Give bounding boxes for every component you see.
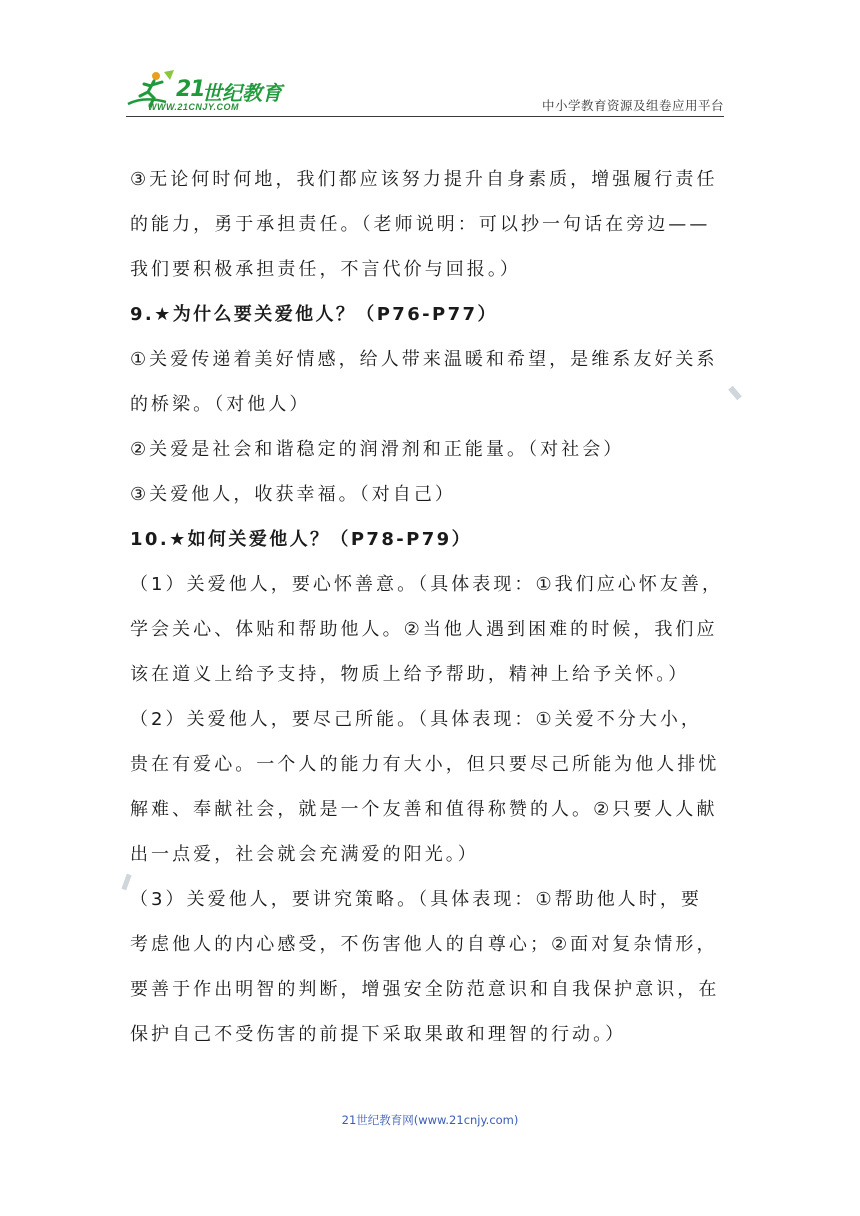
platform-title: 中小学教育资源及组卷应用平台 <box>541 98 724 113</box>
logo-url: WWW.21CNJY.COM <box>148 102 240 112</box>
logo <box>126 66 326 116</box>
text-line: 考虑他人的内心感受，不伤害他人的自尊心；②面对复杂情形， <box>130 934 718 955</box>
section-heading: 9.★为什么要关爱他人？（P76-P77） <box>130 304 498 325</box>
page-header <box>126 66 724 117</box>
text-line: 该在道义上给予支持，物质上给予帮助，精神上给予关怀。） <box>130 664 690 685</box>
text-line: 贵在有爱心。一个人的能力有大小，但只要尽己所能为他人排忧 <box>130 754 720 775</box>
text-line: （2）关爱他人，要尽己所能。（具体表现：①关爱不分大小， <box>130 709 702 730</box>
text-line: 出一点爱，社会就会充满爱的阳光。） <box>130 844 479 865</box>
text-line: 的能力，勇于承担责任。（老师说明：可以抄一句话在旁边—— <box>130 214 711 235</box>
logo-number: 21 <box>176 77 205 102</box>
text-line: 我们要积极承担责任，不言代价与回报。） <box>130 259 521 280</box>
text-line: ③关爱他人，收获幸福。（对自己） <box>130 484 456 505</box>
text-line: ①关爱传递着美好情感，给人带来温暖和希望，是维系友好关系 <box>130 349 718 370</box>
text-line: ②关爱是社会和谐稳定的润滑剂和正能量。（对社会） <box>130 439 625 460</box>
text-line: 的桥梁。（对他人） <box>130 394 311 415</box>
text-line: ③无论何时何地，我们都应该努力提升自身素质，增强履行责任 <box>130 169 718 190</box>
logo-text: 世纪教育 <box>202 81 282 105</box>
decorative-mark <box>728 386 742 401</box>
text-line: 保护自己不受伤害的前提下采取果敢和理智的行动。） <box>130 1024 627 1045</box>
text-line: 学会关心、体贴和帮助他人。②当他人遇到困难的时候，我们应 <box>130 619 718 640</box>
text-line: 要善于作出明智的判断，增强安全防范意识和自我保护意识，在 <box>130 979 720 1000</box>
section-heading: 10.★如何关爱他人？（P78-P79） <box>130 529 472 550</box>
text-line: 解难、奉献社会，就是一个友善和值得称赞的人。②只要人人献 <box>130 799 718 820</box>
text-line: （1）关爱他人，要心怀善意。（具体表现：①我们应心怀友善， <box>130 574 724 595</box>
page-footer: 21世纪教育网(www.21cnjy.com) <box>341 1113 519 1127</box>
text-line: （3）关爱他人，要讲究策略。（具体表现：①帮助他人时，要 <box>130 889 702 910</box>
